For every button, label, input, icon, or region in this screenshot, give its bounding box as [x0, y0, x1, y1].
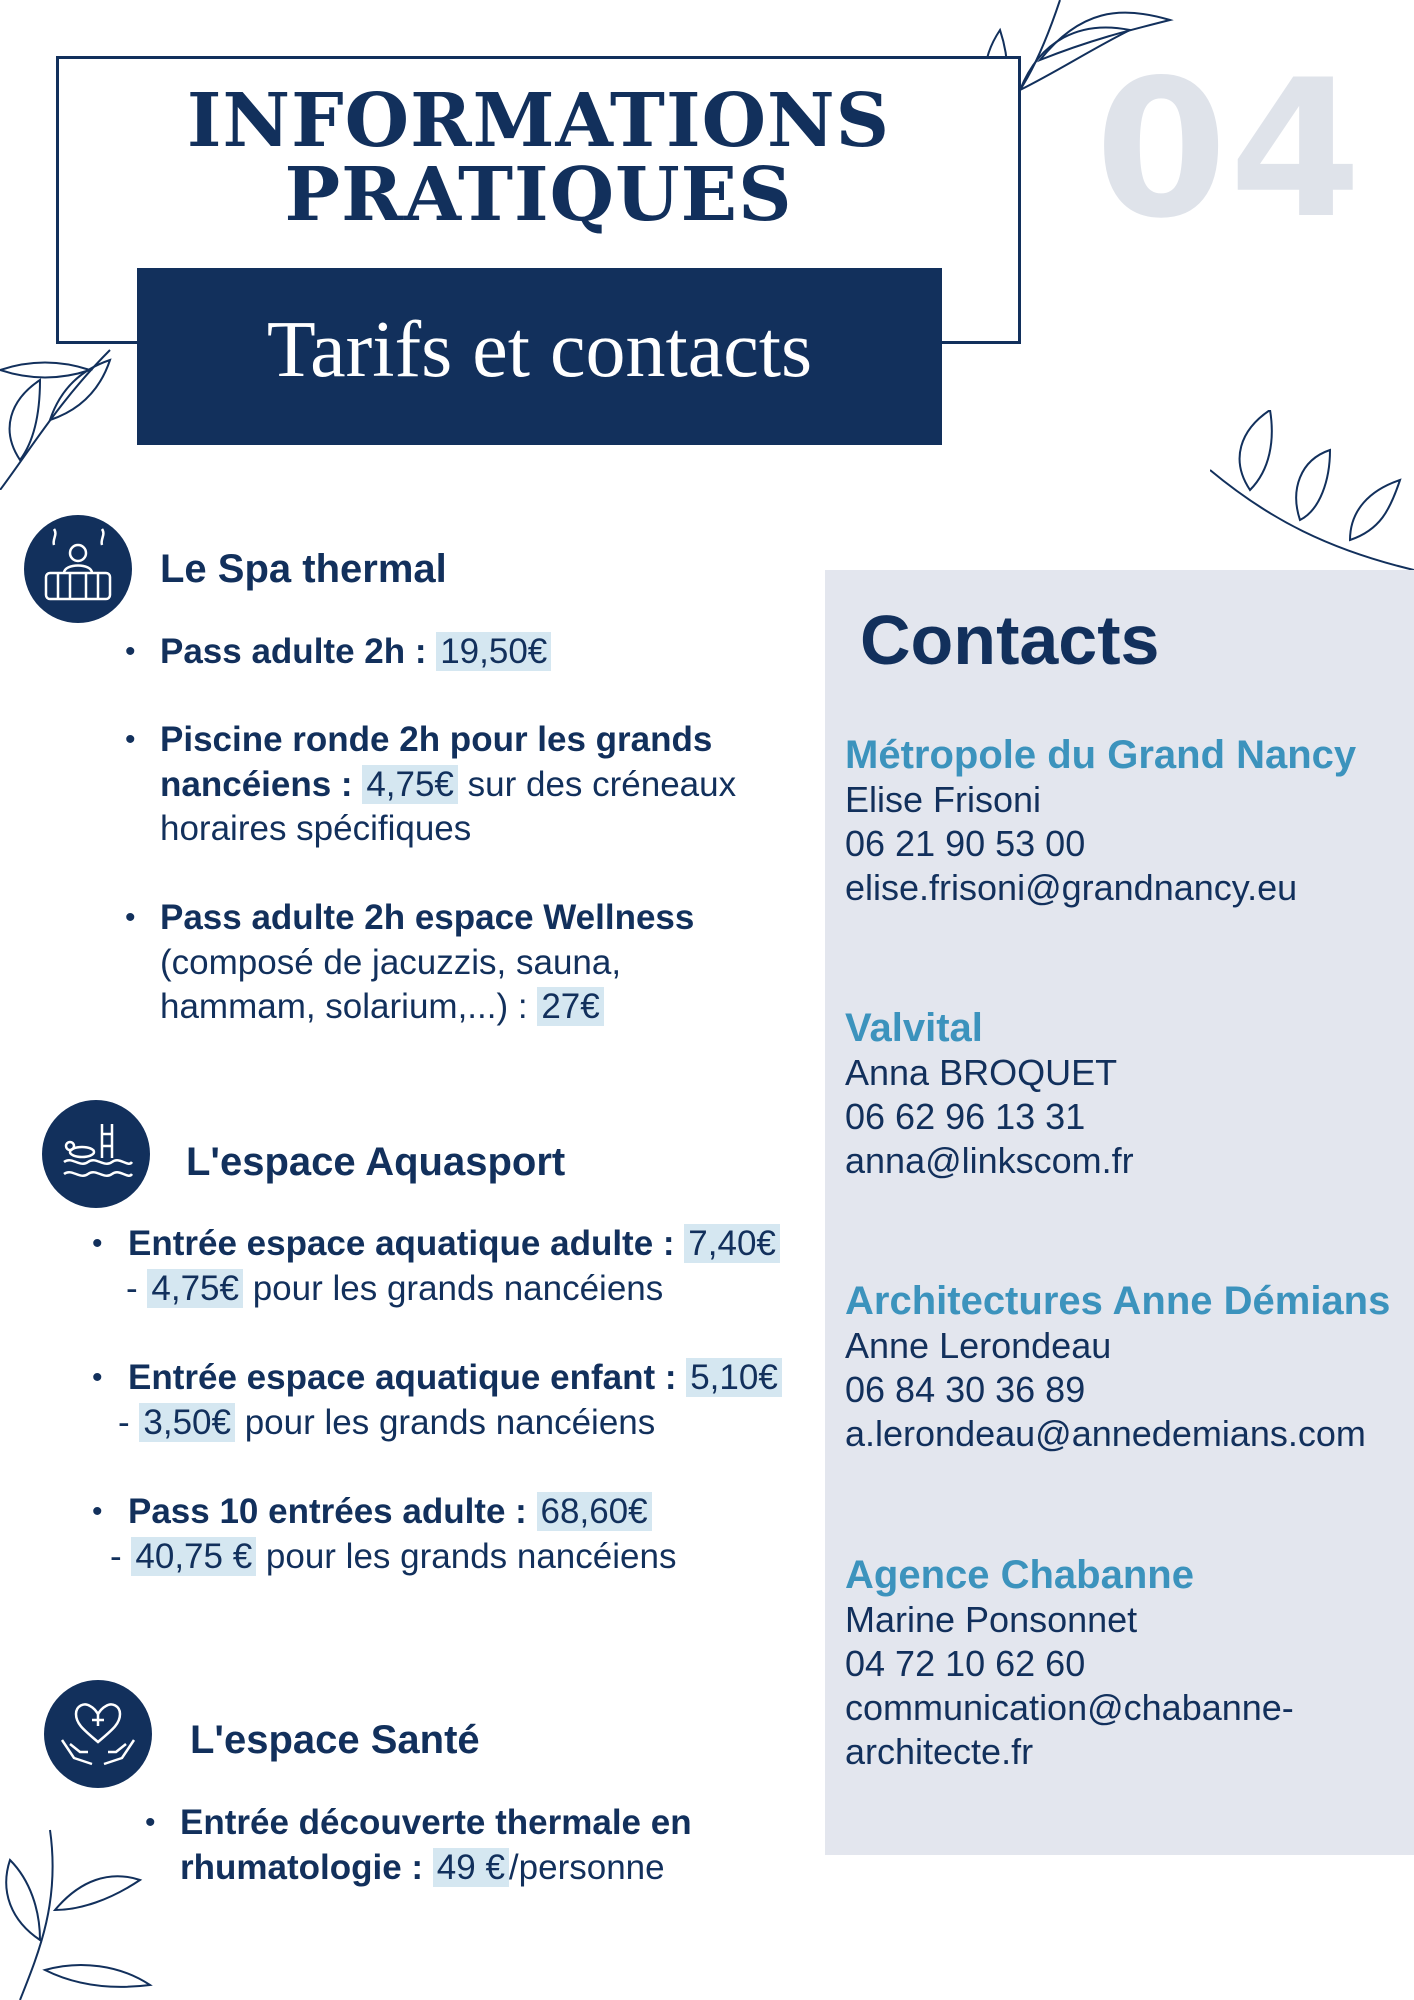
- contact-phone[interactable]: 06 21 90 53 00: [845, 823, 1086, 864]
- item-label: nancéiens :: [160, 764, 353, 804]
- hot-tub-icon: [24, 515, 132, 623]
- item-text: -: [110, 1536, 132, 1576]
- price-tag: 49 €: [433, 1848, 509, 1887]
- page-title: [56, 78, 1021, 238]
- price-tag: 7,40€: [684, 1224, 780, 1263]
- item-text: pour les grands nancéiens: [234, 1402, 656, 1442]
- contact-org: Métropole du Grand Nancy: [845, 733, 1357, 777]
- contacts-title: Contacts: [860, 601, 1160, 679]
- page-number: 04: [1095, 39, 1364, 260]
- price-tag: 68,60€: [537, 1492, 652, 1531]
- leaf-branch-bottom-icon: [0, 1820, 160, 2000]
- item-text: -: [118, 1402, 140, 1442]
- item-text: sur des créneaux: [457, 764, 737, 804]
- section-title-sante: L'espace Santé: [190, 1718, 480, 1762]
- contact-entry: [845, 1005, 1405, 1183]
- item-label: Entrée espace aquatique adulte :: [128, 1224, 675, 1263]
- item-text: hammam, solarium,...) :: [160, 987, 528, 1026]
- contact-name: Anna BROQUET: [845, 1052, 1118, 1093]
- item-text: (composé de jacuzzis, sauna,: [160, 942, 622, 982]
- leaf-branch-left-icon: [0, 330, 120, 490]
- list-item: • Entrée espace aquatique adulte : 7,40€ - 4,75€ pour les grands nancéiens: [92, 1222, 812, 1311]
- swimming-pool-icon: [42, 1100, 150, 1208]
- contact-phone[interactable]: 06 62 96 13 31: [845, 1096, 1086, 1137]
- contact-entry: [845, 1278, 1405, 1456]
- page-subtitle: Tarifs et contacts: [266, 306, 813, 394]
- section-title-aquasport: L'espace Aquasport: [186, 1140, 566, 1184]
- contact-entry: [845, 1552, 1405, 1774]
- price-tag: 4,75€: [362, 765, 458, 804]
- contact-name: Marine Ponsonnet: [845, 1599, 1138, 1640]
- list-item: • Pass adulte 2h espace Wellness (composé de jacuzzis, sauna, hammam, solarium,...) : 27€: [125, 896, 825, 1030]
- item-text: pour les grands nancéiens: [242, 1268, 664, 1308]
- contact-email[interactable]: elise.frisoni@grandnancy.eu: [845, 867, 1298, 908]
- item-label: Pass adulte 2h :: [160, 632, 427, 671]
- item-label: rhumatologie :: [180, 1847, 424, 1887]
- item-label: Pass 10 entrées adulte :: [128, 1492, 527, 1531]
- contact-email[interactable]: a.lerondeau@annedemians.com: [845, 1413, 1366, 1454]
- price-tag: 27€: [537, 987, 603, 1026]
- list-item: • Pass adulte 2h : 19,50€: [125, 630, 825, 675]
- heart-hands-icon: [44, 1680, 152, 1788]
- page-title-line2: PRATIQUES: [284, 152, 793, 238]
- item-label: Pass adulte 2h espace Wellness: [160, 898, 695, 937]
- section-title-spa: Le Spa thermal: [160, 547, 447, 591]
- contact-email[interactable]: [845, 1686, 1405, 1774]
- contact-email[interactable]: anna@linkscom.fr: [845, 1140, 1134, 1181]
- price-tag: 19,50€: [436, 632, 551, 671]
- item-label: Entrée découverte thermale en: [180, 1803, 692, 1842]
- contact-org: Architectures Anne Démians: [845, 1279, 1391, 1323]
- contact-entry: [845, 732, 1405, 910]
- list-item: • Entrée découverte thermale en rhumatologie : 49 € /personne: [145, 1803, 692, 1887]
- contact-name: Elise Frisoni: [845, 779, 1042, 820]
- item-text: /personne: [508, 1847, 665, 1887]
- contact-email-line1: communication@chabanne-: [845, 1687, 1294, 1728]
- contact-name: Anne Lerondeau: [845, 1325, 1112, 1366]
- contact-phone[interactable]: 04 72 10 62 60: [845, 1643, 1086, 1684]
- item-text: pour les grands nancéiens: [256, 1536, 677, 1576]
- contact-org: Agence Chabanne: [845, 1553, 1194, 1597]
- item-text: -: [126, 1268, 148, 1308]
- item-label: Entrée espace aquatique enfant :: [128, 1358, 677, 1397]
- item-text: horaires spécifiques: [160, 809, 472, 848]
- price-tag: 5,10€: [686, 1358, 782, 1397]
- contact-phone[interactable]: 06 84 30 36 89: [845, 1369, 1086, 1410]
- price-tag: 40,75 €: [131, 1537, 256, 1576]
- list-item: • Entrée espace aquatique enfant : 5,10€ - 3,50€ pour les grands nancéiens: [92, 1356, 812, 1445]
- item-label: Piscine ronde 2h pour les grands: [160, 720, 713, 759]
- page-title-line1: INFORMATIONS: [186, 78, 891, 164]
- list-item: • Pass 10 entrées adulte : 68,60€ - 40,75 € pour les grands nancéiens: [92, 1492, 677, 1576]
- price-tag: 3,50€: [139, 1403, 235, 1442]
- contact-org: Valvital: [845, 1006, 983, 1050]
- price-tag: 4,75€: [147, 1269, 243, 1308]
- contact-email-line2: architecte.fr: [845, 1731, 1034, 1772]
- list-item: • Piscine ronde 2h pour les grands nancéiens : 4,75€ sur des créneaux horaires spécifiques: [125, 718, 825, 852]
